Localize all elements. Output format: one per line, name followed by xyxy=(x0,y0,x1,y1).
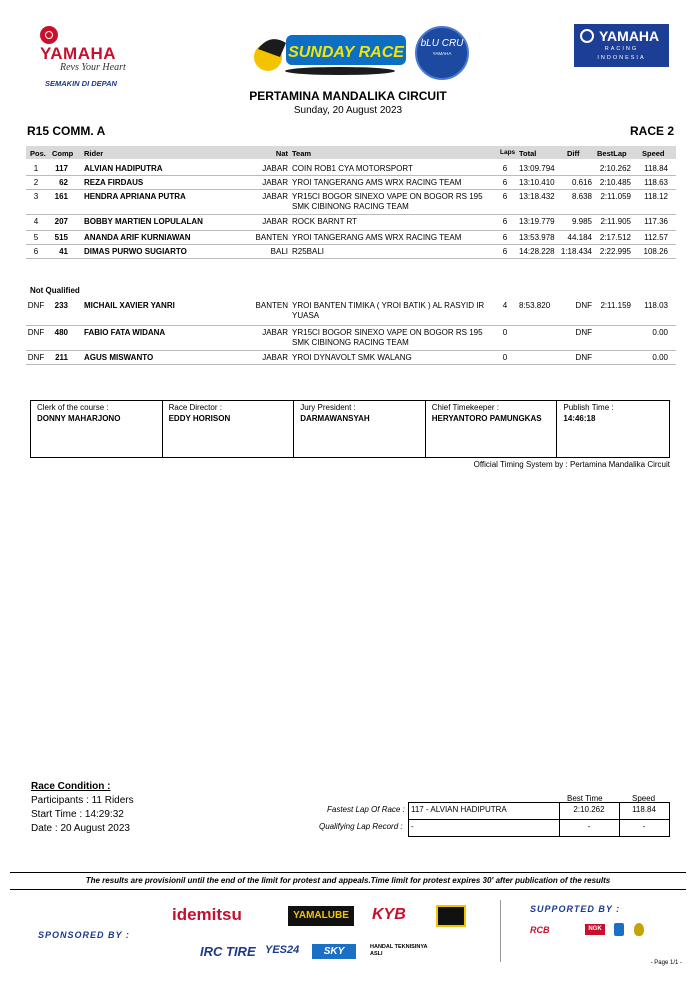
cell-comp: 207 xyxy=(54,217,68,226)
supported-by-label: SUPPORTED BY : xyxy=(530,904,621,914)
cell-nat: BANTEN xyxy=(255,233,288,242)
supporter-ngk: NGK xyxy=(585,924,605,935)
cell-total: 13:19.779 xyxy=(519,217,555,226)
cell-pos: 3 xyxy=(33,192,39,201)
col-nat: Nat xyxy=(275,149,288,158)
row-separator xyxy=(26,350,676,351)
cell-rider: ANANDA ARIF KURNIAWAN xyxy=(84,233,191,242)
cell-pos: DNF xyxy=(27,301,45,310)
col-team: Team xyxy=(292,149,312,158)
row-separator xyxy=(26,175,676,176)
official-name: 14:46:18 xyxy=(563,414,596,423)
official-role: Race Director : xyxy=(168,403,222,412)
cell-speed: 0.00 xyxy=(652,328,668,337)
cell-team: YROI BANTEN TIMIKA ( YROI BATIK ) AL RASYID IR xyxy=(292,301,485,310)
cell-team: ROCK BARNT RT xyxy=(292,217,358,226)
cell-comp: 117 xyxy=(55,164,68,173)
cell-speed: 118.03 xyxy=(644,301,668,310)
fastest-time: 2:10.262 xyxy=(573,805,605,814)
page-title: PERTAMINA MANDALIKA CIRCUIT xyxy=(249,89,447,103)
cell-rider: MICHAIL XAVIER YANRI xyxy=(84,301,175,310)
page-number: - Page 1/1 - xyxy=(650,960,682,966)
cell-speed: 112.57 xyxy=(644,233,668,242)
row-separator xyxy=(26,230,676,231)
event-logo-text: SUNDAY RACE xyxy=(288,44,404,61)
official-role: Publish Time : xyxy=(563,403,614,412)
participants: Participants : 11 Riders xyxy=(31,795,134,806)
start-time: Start Time : 14:29:32 xyxy=(31,809,124,820)
cell-laps: 6 xyxy=(502,192,508,201)
cell-total: 13:09.794 xyxy=(519,164,555,173)
cell-speed: 117.36 xyxy=(644,217,668,226)
cell-diff: DNF xyxy=(575,301,592,310)
official-role: Chief Timekeeper : xyxy=(431,403,499,412)
not-qualified-heading: Not Qualified xyxy=(30,286,80,295)
cell-comp: 161 xyxy=(54,192,68,201)
cell-comp: 211 xyxy=(55,353,68,362)
cell-nat: BANTEN xyxy=(255,301,288,310)
cell-nat: JABAR xyxy=(262,328,288,337)
cell-bestlap: 2:11.905 xyxy=(600,217,631,226)
row-separator xyxy=(26,258,676,259)
cell-rider: REZA FIRDAUS xyxy=(84,178,144,187)
col-rider: Rider xyxy=(84,149,104,158)
racing-country: INDONESIA xyxy=(597,55,646,61)
qualifying-time: - xyxy=(587,822,591,831)
racing-sub: RACING xyxy=(604,46,639,52)
cell-team2: SMK CIBINONG RACING TEAM xyxy=(292,202,409,211)
sponsored-by-label: SPONSORED BY : xyxy=(38,930,130,940)
cell-laps: 6 xyxy=(502,247,508,256)
cell-diff: DNF xyxy=(575,328,592,337)
fastest-lap-label: Fastest Lap Of Race : xyxy=(327,805,405,814)
results-header xyxy=(26,146,676,159)
cell-laps: 0 xyxy=(502,328,508,337)
cell-comp: 515 xyxy=(54,233,68,242)
cell-diff: 8.638 xyxy=(571,192,592,201)
yamaha-emblem-icon xyxy=(40,26,58,44)
qualifying-rider: - xyxy=(411,822,414,831)
col-diff: Diff xyxy=(567,149,580,158)
race-condition xyxy=(31,780,134,836)
cell-team2: YUASA xyxy=(292,311,320,320)
yamaha-racing-indonesia-logo xyxy=(574,24,669,67)
yamaha-brand: YAMAHA xyxy=(40,44,117,64)
cell-pos: DNF xyxy=(27,353,45,362)
supporter-rcb: RCB xyxy=(530,925,550,935)
cell-rider: HENDRA APRIANA PUTRA xyxy=(84,192,186,201)
official-name: DARMAWANSYAH xyxy=(300,414,370,423)
cell-rider: FABIO FATA WIDANA xyxy=(84,328,166,337)
yamaha-tagline: Revs Your Heart xyxy=(60,62,126,74)
cell-nat: JABAR xyxy=(262,217,288,226)
racing-brand: YAMAHA xyxy=(599,28,660,44)
col-total: Total xyxy=(519,149,537,158)
sponsor-handal: HANDAL TEKNISINYA ASLI xyxy=(370,944,428,957)
sponsor-idemitsu: idemitsu xyxy=(172,905,242,924)
qualifying-record-label: Qualifying Lap Record : xyxy=(319,822,403,831)
cell-team: YR15CI BOGOR SINEXO VAPE ON BOGOR RS 195 xyxy=(292,192,483,201)
cell-team: R25BALI xyxy=(292,247,325,256)
row-separator xyxy=(26,325,676,326)
cell-nat: JABAR xyxy=(262,353,288,362)
yamaha-slogan: SEMAKIN DI DEPAN xyxy=(45,79,117,89)
col-bestlap: BestLap xyxy=(597,149,627,158)
cell-total: 13:18.432 xyxy=(519,192,555,201)
sponsor-yes24: YES24 xyxy=(265,944,300,956)
cell-diff: 0.616 xyxy=(571,178,592,187)
cell-bestlap: 2:10.262 xyxy=(599,164,631,173)
cell-bestlap: 2:22.995 xyxy=(599,247,631,256)
cell-team: YR15CI BOGOR SINEXO VAPE ON BOGOR RS 195 xyxy=(292,328,483,337)
cell-laps: 6 xyxy=(502,178,508,187)
yamaha-racing-emblem-icon xyxy=(580,29,594,43)
cell-rider: BOBBY MARTIEN LOPULALAN xyxy=(84,217,203,226)
blucru-text: bLU CRU xyxy=(420,38,464,49)
timing-system-credit: Official Timing System by : Pertamina Mandalika Circuit xyxy=(473,460,670,469)
cell-diff: DNF xyxy=(575,353,592,362)
cell-nat: JABAR xyxy=(262,192,288,201)
cell-comp: 480 xyxy=(54,328,68,337)
cell-comp: 233 xyxy=(54,301,68,310)
col-speed: Speed xyxy=(642,149,665,158)
cell-team: YROI TANGERANG AMS WRX RACING TEAM xyxy=(292,178,462,187)
cell-pos: 5 xyxy=(33,233,39,242)
official-name: DONNY MAHARJONO xyxy=(37,414,121,423)
cell-total: 14:28.228 xyxy=(519,247,555,256)
supporter-crest-icon xyxy=(634,923,644,936)
cell-speed: 118.84 xyxy=(644,164,668,173)
qualifying-speed: - xyxy=(642,822,646,831)
row-separator xyxy=(26,189,676,190)
official-role: Jury President : xyxy=(300,403,356,412)
cell-rider: DIMAS PURWO SUGIARTO xyxy=(84,247,187,256)
sponsor-sky: SKY xyxy=(312,944,356,959)
fastest-speed: 118.84 xyxy=(632,805,656,814)
official-role: Clerk of the course : xyxy=(37,403,109,412)
race-condition-heading: Race Condition : xyxy=(31,781,111,792)
supporter-badge-icon xyxy=(614,923,624,936)
cell-team2: SMK CIBINONG RACING TEAM xyxy=(292,338,409,347)
official-jury-president xyxy=(294,401,426,457)
speed-header: Speed xyxy=(632,794,656,803)
cell-total: 13:53.978 xyxy=(519,233,555,242)
cell-pos: 1 xyxy=(33,164,39,173)
col-pos: Pos. xyxy=(30,149,46,158)
cell-speed: 0.00 xyxy=(652,353,668,362)
blucru-logo xyxy=(415,26,469,80)
cell-total: 13:10.410 xyxy=(519,178,555,187)
sponsor-yamalube: YAMALUBE xyxy=(288,906,354,926)
race-name: RACE 2 xyxy=(629,124,674,138)
class-name: R15 COMM. A xyxy=(27,124,106,138)
fastest-rider: 117 - ALVIAN HADIPUTRA xyxy=(411,805,507,814)
cell-comp: 62 xyxy=(59,178,68,187)
sponsor-m-logo-icon xyxy=(436,905,466,927)
cell-pos: 4 xyxy=(33,217,39,226)
cell-diff: 9.985 xyxy=(571,217,592,226)
cell-rider: AGUS MISWANTO xyxy=(84,353,154,362)
cell-nat: JABAR xyxy=(262,178,288,187)
provisional-note: The results are provisionil until the end of the limit for protest and appeals.Time limit for protest expires 30' after publication of the results xyxy=(85,876,611,885)
cell-diff: 1:18.434 xyxy=(560,247,592,256)
sponsor-irc: IRC TIRE xyxy=(200,944,256,959)
cell-speed: 118.63 xyxy=(644,178,668,187)
col-laps: Laps xyxy=(500,149,516,156)
sponsor-kyb: KYB xyxy=(372,906,406,923)
cell-team: COIN ROB1 CYA MOTORSPORT xyxy=(292,164,413,173)
race-date: Date : 20 August 2023 xyxy=(31,823,130,834)
cell-laps: 6 xyxy=(502,217,508,226)
cell-laps: 6 xyxy=(502,164,508,173)
cell-laps: 6 xyxy=(502,233,508,242)
cell-laps: 0 xyxy=(502,353,508,362)
cell-speed: 108.26 xyxy=(643,247,668,256)
cell-nat: BALI xyxy=(270,247,288,256)
sponsor-divider xyxy=(500,900,501,962)
row-separator xyxy=(26,214,676,215)
officials-box xyxy=(30,400,670,458)
official-chief-timekeeper xyxy=(426,401,558,457)
row-separator xyxy=(26,364,676,365)
cell-team: YROI TANGERANG AMS WRX RACING TEAM xyxy=(292,233,462,242)
official-name: HERYANTORO PAMUNGKAS xyxy=(431,414,542,423)
footer-rule-top xyxy=(10,872,686,873)
col-comp: Comp xyxy=(52,149,74,158)
blucru-sub: YAMAHA xyxy=(432,51,452,56)
official-race-director xyxy=(163,401,295,457)
cell-laps: 4 xyxy=(502,301,508,310)
cell-bestlap: 2:11.159 xyxy=(600,301,631,310)
cell-nat: JABAR xyxy=(262,164,288,173)
cell-comp: 41 xyxy=(59,247,68,256)
cell-rider: ALVIAN HADIPUTRA xyxy=(84,164,163,173)
official-name: EDDY HORISON xyxy=(168,414,231,423)
cell-team: YROI DYNAVOLT SMK WALANG xyxy=(292,353,412,362)
event-date: Sunday, 20 August 2023 xyxy=(293,105,403,116)
fastest-lap-table xyxy=(408,802,670,837)
cell-bestlap: 2:11.059 xyxy=(600,192,631,201)
official-publish-time xyxy=(557,401,669,457)
best-time-header: Best Time xyxy=(567,794,603,803)
official-clerk xyxy=(31,401,163,457)
cell-bestlap: 2:17.512 xyxy=(599,233,631,242)
cell-speed: 118.12 xyxy=(644,192,668,201)
footer-rule-bottom xyxy=(10,889,686,890)
cell-pos: DNF xyxy=(27,328,45,337)
cell-pos: 6 xyxy=(33,247,39,256)
yamaha-logo xyxy=(40,26,135,88)
cell-bestlap: 2:10.485 xyxy=(599,178,631,187)
row-separator xyxy=(26,244,676,245)
cell-total: 8:53.820 xyxy=(519,301,551,310)
cell-pos: 2 xyxy=(33,178,39,187)
sunday-race-logo xyxy=(250,27,410,79)
cell-diff: 44.184 xyxy=(567,233,592,242)
